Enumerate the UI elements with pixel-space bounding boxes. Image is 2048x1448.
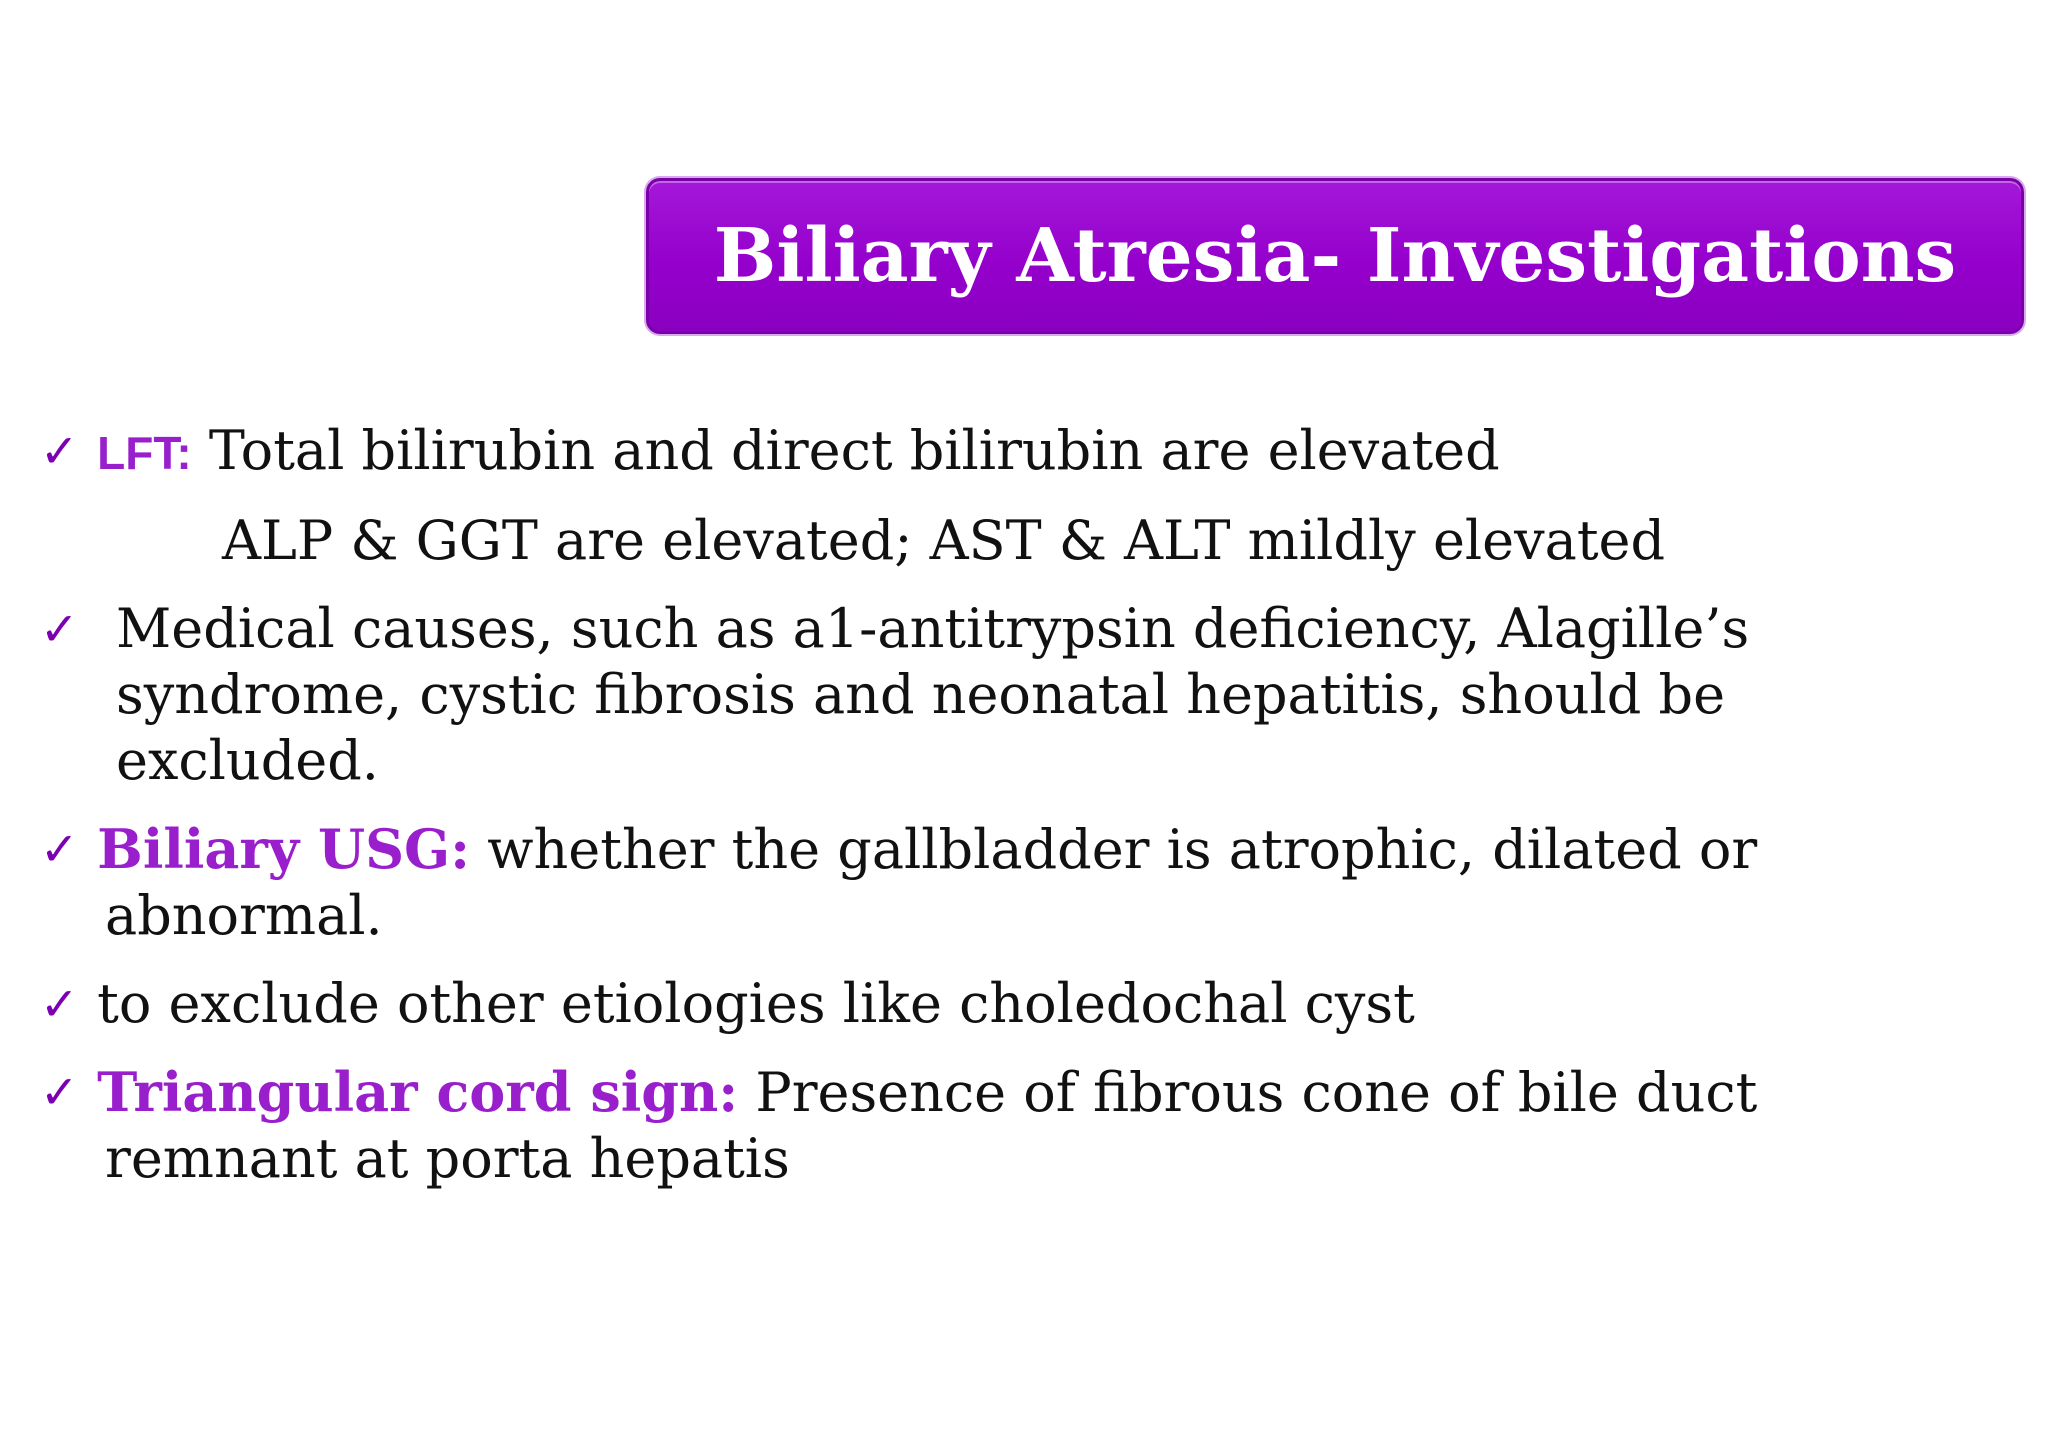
bullet-biliary-usg — [40, 816, 2000, 949]
bullet-text — [80, 1059, 2000, 1192]
bullet-body: whether the gallbladder is atrophic, dilated or abnormal. — [105, 818, 1758, 947]
bullet-triangular-cord — [40, 1059, 2000, 1192]
bullet-label: LFT: — [97, 427, 192, 479]
bullet-lft — [40, 418, 2000, 486]
bullet-body: to exclude other etiologies like choledochal cyst — [97, 972, 1415, 1035]
bullet-label: Biliary USG: — [97, 817, 471, 881]
bullet-text — [80, 971, 2000, 1037]
check-icon: ✓ — [40, 822, 79, 876]
slide-title: Biliary Atresia- Investigations — [713, 213, 1957, 299]
check-icon: ✓ — [40, 1065, 79, 1119]
bullet-text — [80, 418, 2000, 486]
bullet-body: Medical causes, such as a1-antitrypsin deficiency, Alagille’s syndrome, cystic fibrosis and neonatal hepatitis, should be excluded. — [116, 597, 1750, 792]
bullet-medical-causes — [40, 596, 2000, 794]
check-icon: ✓ — [40, 424, 79, 478]
bullet-list — [40, 418, 2000, 1192]
check-icon: ✓ — [40, 977, 79, 1031]
bullet-label: Triangular cord sign: — [97, 1060, 739, 1124]
title-banner — [646, 178, 2024, 334]
bullet-body: Presence of fibrous cone of bile duct remnant at porta hepatis — [105, 1061, 1758, 1190]
check-icon: ✓ — [40, 602, 79, 656]
bullet-lft-subline: ALP & GGT are elevated; AST & ALT mildly elevated — [222, 509, 1666, 572]
bullet-body: Total bilirubin and direct bilirubin are elevated — [208, 419, 1500, 482]
bullet-exclude-etiologies — [40, 971, 2000, 1037]
bullet-text — [80, 816, 2000, 949]
